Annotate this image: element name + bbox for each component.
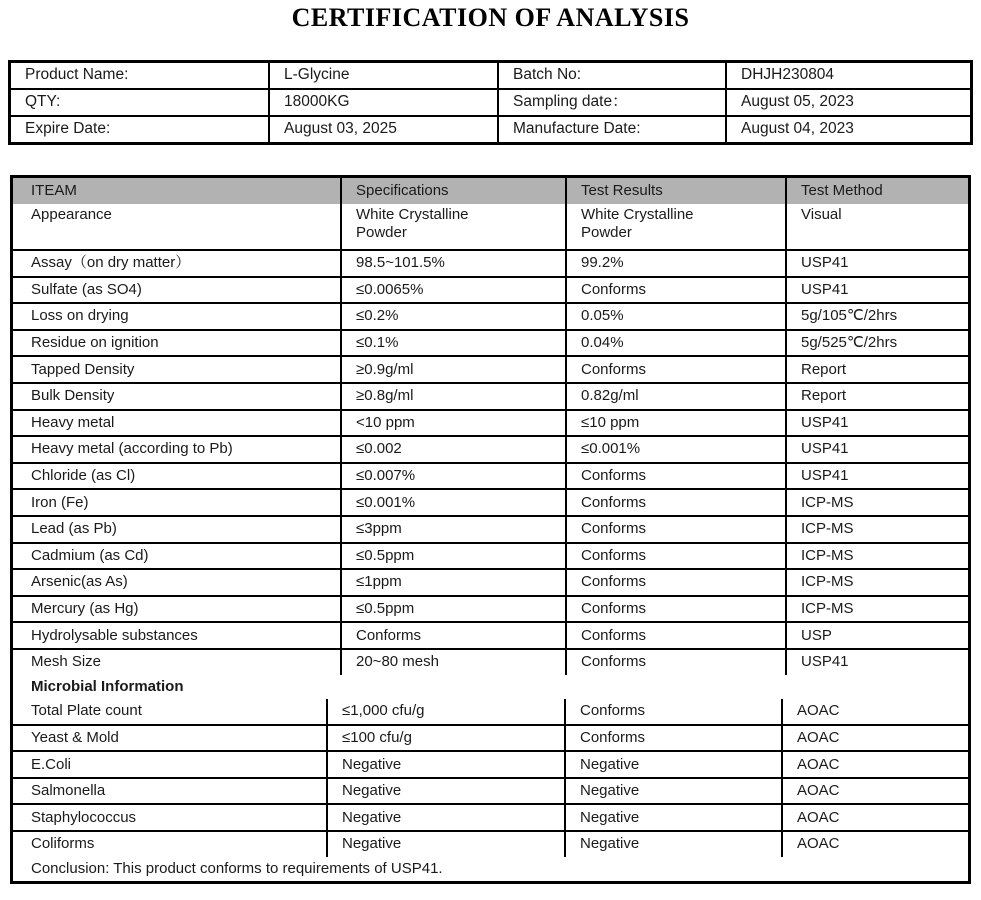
column-header-spec: Specifications	[340, 178, 565, 204]
cell-result: 0.04%	[565, 331, 785, 356]
cell-method: ICP-MS	[785, 544, 968, 569]
cell-method: AOAC	[781, 779, 968, 804]
cell-method: AOAC	[781, 832, 968, 857]
cell-item: Arsenic(as As)	[31, 573, 128, 591]
info-value: August 03, 2025	[268, 117, 497, 142]
cell-item: Salmonella	[31, 782, 106, 800]
info-label: Sampling date：	[497, 90, 725, 115]
cell-method: USP41	[785, 650, 968, 675]
cell-method: USP41	[785, 437, 968, 462]
info-row	[11, 63, 970, 88]
info-label: Product Name:	[25, 66, 129, 84]
cell-method: USP	[785, 623, 968, 648]
cell-spec: Conforms	[340, 623, 565, 648]
cell-result	[565, 204, 785, 249]
column-header-item: ITEAM	[31, 182, 77, 199]
column-header-result: Test Results	[565, 178, 785, 204]
cell-spec: ≥0.9g/ml	[340, 357, 565, 382]
cell-result: Conforms	[565, 490, 785, 515]
cell-item: Loss on drying	[31, 307, 129, 325]
section-row-microbial	[13, 675, 968, 700]
cell-item: Total Plate count	[31, 702, 142, 720]
cell-spec: ≤0.5ppm	[340, 544, 565, 569]
info-value: August 05, 2023	[725, 90, 970, 115]
table-row	[13, 648, 968, 675]
cell-spec: ≤0.002	[340, 437, 565, 462]
section-label: Microbial Information	[31, 677, 184, 695]
cell-spec: 98.5~101.5%	[340, 251, 565, 276]
cell-item: Sulfate (as SO4)	[31, 280, 142, 298]
cell-item: Heavy metal (according to Pb)	[31, 440, 233, 458]
cell-spec: 20~80 mesh	[340, 650, 565, 675]
cell-spec: Negative	[326, 832, 564, 857]
microbial-rows	[13, 699, 968, 857]
cell-item: Residue on ignition	[31, 334, 159, 352]
cell-method: AOAC	[781, 752, 968, 777]
cell-result: Conforms	[565, 517, 785, 542]
cell-spec	[340, 204, 565, 249]
cell-method: USP41	[785, 464, 968, 489]
cell-result: Conforms	[565, 650, 785, 675]
cell-method: USP41	[785, 411, 968, 436]
table-row	[13, 435, 968, 462]
cell-method: 5g/105℃/2hrs	[785, 304, 968, 329]
cell-spec: ≤0.5ppm	[340, 597, 565, 622]
cell-spec: ≤100 cfu/g	[326, 726, 564, 751]
cell-item: Cadmium (as Cd)	[31, 546, 149, 564]
info-label: QTY:	[25, 93, 61, 111]
cell-method: AOAC	[781, 726, 968, 751]
cell-item: Chloride (as Cl)	[31, 467, 136, 485]
cell-method: ICP-MS	[785, 570, 968, 595]
cell-item: Yeast & Mold	[31, 728, 119, 746]
cell-method: ICP-MS	[785, 597, 968, 622]
cell-result: Conforms	[565, 623, 785, 648]
table-row	[13, 355, 968, 382]
table-row	[13, 409, 968, 436]
cell-item: Mesh Size	[31, 653, 102, 671]
table-row	[13, 462, 968, 489]
info-value: L-Glycine	[268, 63, 497, 88]
table-row	[13, 542, 968, 569]
cell-text: White Crystalline Powder	[356, 206, 473, 241]
table-row	[13, 276, 968, 303]
info-label: Manufacture Date:	[497, 117, 725, 142]
cell-spec: ≤1,000 cfu/g	[326, 699, 564, 724]
cell-spec: ≤0.007%	[340, 464, 565, 489]
cell-spec: ≤1ppm	[340, 570, 565, 595]
info-row	[11, 115, 970, 142]
conclusion-row	[13, 857, 968, 882]
cell-spec: Negative	[326, 779, 564, 804]
cell-item: Coliforms	[31, 835, 95, 853]
analysis-rows	[13, 204, 968, 675]
cell-method: USP41	[785, 251, 968, 276]
cell-method: Report	[785, 357, 968, 382]
cell-result: Conforms	[564, 726, 781, 751]
cell-item: Staphylococcus	[31, 808, 137, 826]
info-value: 18000KG	[268, 90, 497, 115]
table-row	[13, 204, 968, 249]
cell-method: Visual	[785, 204, 968, 249]
table-row	[13, 249, 968, 276]
cell-item: Appearance	[31, 206, 112, 223]
cell-result: Conforms	[565, 464, 785, 489]
product-info-table	[8, 60, 973, 145]
cell-result: Conforms	[565, 357, 785, 382]
cell-spec: ≤0.001%	[340, 490, 565, 515]
info-label: Expire Date:	[25, 120, 111, 138]
cell-method: AOAC	[781, 805, 968, 830]
table-row	[13, 830, 968, 857]
cell-item: Hydrolysable substances	[31, 626, 198, 644]
cell-result: Conforms	[565, 597, 785, 622]
table-row	[13, 724, 968, 751]
cell-result: 0.82g/ml	[565, 384, 785, 409]
analysis-header-row	[13, 178, 968, 204]
cell-item: Tapped Density	[31, 360, 135, 378]
cell-spec: Negative	[326, 752, 564, 777]
cell-result: ≤10 ppm	[565, 411, 785, 436]
table-row	[13, 382, 968, 409]
cell-method: 5g/525℃/2hrs	[785, 331, 968, 356]
cell-spec: ≤0.2%	[340, 304, 565, 329]
cell-result: Conforms	[565, 570, 785, 595]
cell-method: AOAC	[781, 699, 968, 724]
table-row	[13, 621, 968, 648]
cell-result: Negative	[564, 805, 781, 830]
table-row	[13, 699, 968, 724]
cell-spec: ≤3ppm	[340, 517, 565, 542]
cell-method: ICP-MS	[785, 517, 968, 542]
cell-method: ICP-MS	[785, 490, 968, 515]
cell-item: Lead (as Pb)	[31, 520, 117, 538]
cell-result: Negative	[564, 752, 781, 777]
table-row	[13, 750, 968, 777]
cell-item: Assay（on dry matter）	[31, 254, 191, 272]
analysis-table	[10, 175, 971, 884]
cell-method: Report	[785, 384, 968, 409]
conclusion-text: Conclusion: This product conforms to requirements of USP41.	[31, 859, 443, 877]
cell-result: Conforms	[565, 278, 785, 303]
cell-item: Iron (Fe)	[31, 493, 89, 511]
table-row	[13, 329, 968, 356]
table-row	[13, 515, 968, 542]
table-row	[13, 488, 968, 515]
table-row	[13, 568, 968, 595]
cell-item: E.Coli	[31, 755, 72, 773]
cell-method: USP41	[785, 278, 968, 303]
column-header-method: Test Method	[785, 178, 968, 204]
info-row	[11, 88, 970, 115]
cell-item: Bulk Density	[31, 387, 115, 405]
cell-result: Conforms	[564, 699, 781, 724]
document-title: CERTIFICATION OF ANALYSIS	[291, 3, 690, 32]
cell-spec: ≤0.1%	[340, 331, 565, 356]
cell-spec: Negative	[326, 805, 564, 830]
cell-spec: ≤0.0065%	[340, 278, 565, 303]
cell-text: White Crystalline Powder	[581, 206, 698, 241]
cell-result: Negative	[564, 832, 781, 857]
cell-item: Mercury (as Hg)	[31, 600, 139, 618]
cell-result: 0.05%	[565, 304, 785, 329]
cell-spec: ≥0.8g/ml	[340, 384, 565, 409]
table-row	[13, 595, 968, 622]
cell-result: Conforms	[565, 544, 785, 569]
table-row	[13, 803, 968, 830]
cell-spec: <10 ppm	[340, 411, 565, 436]
info-value: DHJH230804	[725, 63, 970, 88]
table-row	[13, 302, 968, 329]
cell-result: 99.2%	[565, 251, 785, 276]
cell-result: Negative	[564, 779, 781, 804]
info-label: Batch No:	[497, 63, 725, 88]
table-row	[13, 777, 968, 804]
cell-item: Heavy metal	[31, 413, 115, 431]
cell-result: ≤0.001%	[565, 437, 785, 462]
info-value: August 04, 2023	[725, 117, 970, 142]
